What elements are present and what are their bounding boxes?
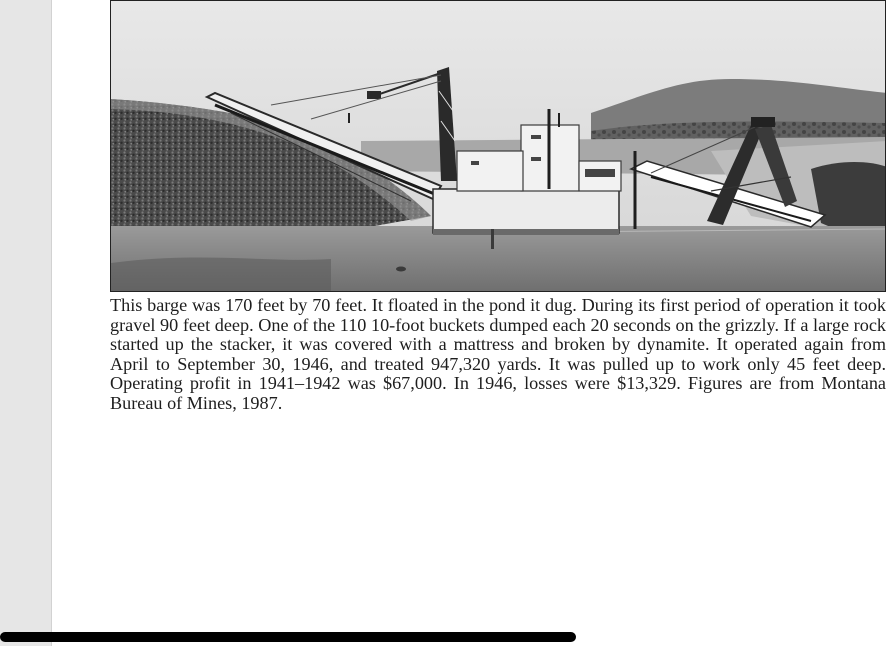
photo-caption: This barge was 170 feet by 70 feet. It floated in the pond it dug. During its first period of operation it took gravel 90 feet deep. One of the 110 10-foot buckets dumped each 20 seconds on the grizzly. If a large rock started up the stacker, it was covered with a mattress and broken by dynamite. It operated again from April to September 30, 1946, and treated 947,320 yards. It was pulled up to work only 45 feet deep. Operating profit in 1941–1942 was $67,000. In 1946, losses were $13,329. Figures are from Montana Bureau of Mines, 1987.: [110, 295, 886, 413]
left-margin-panel: [0, 0, 52, 646]
horizontal-scrollbar[interactable]: [0, 632, 576, 642]
dredge-barge-photo: [110, 0, 886, 292]
